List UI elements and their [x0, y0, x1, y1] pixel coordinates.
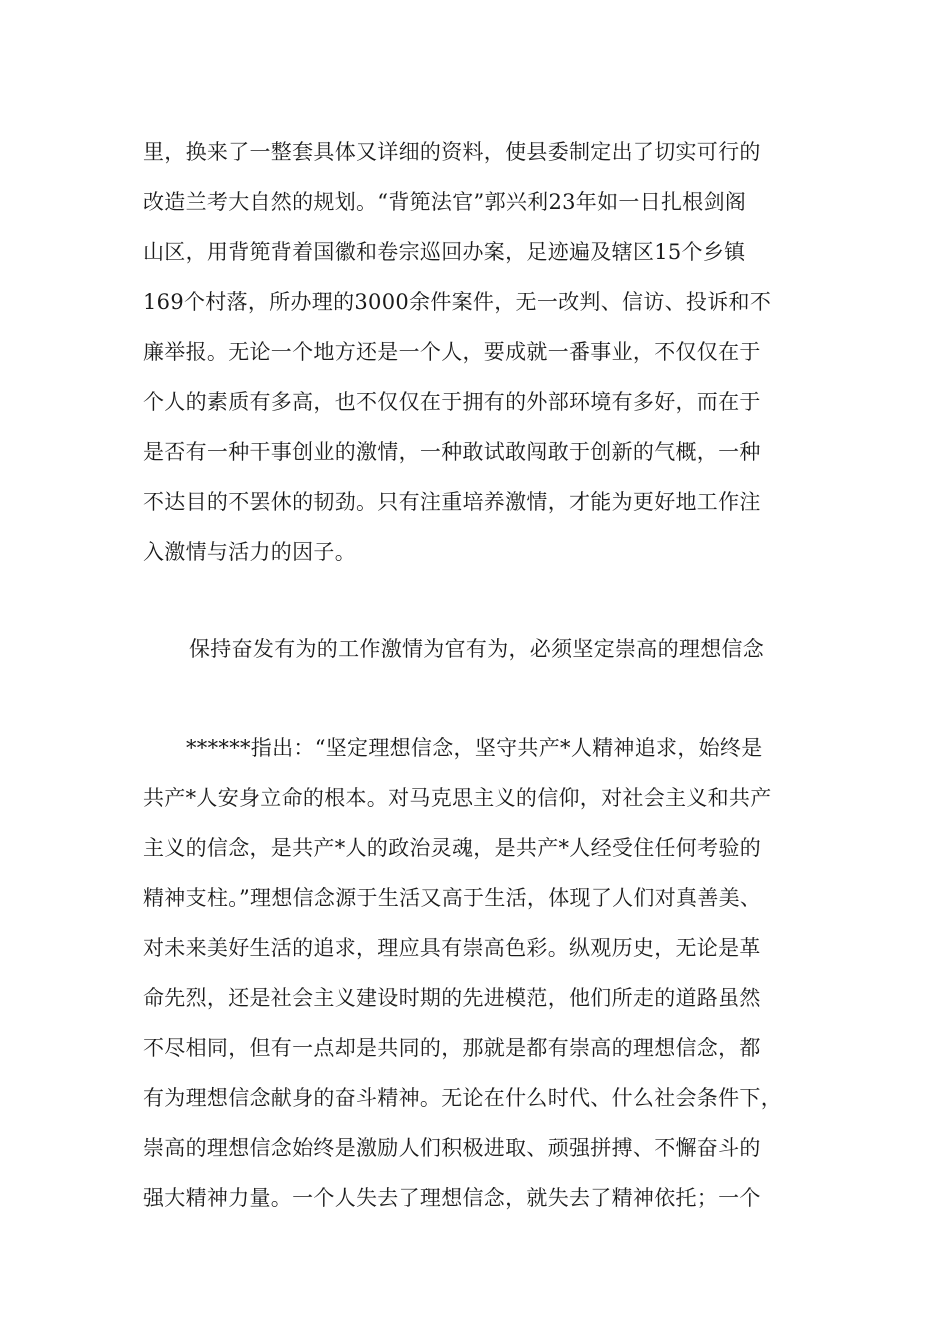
text-line: 对未来美好生活的追求，理应具有崇高色彩。纵观历史，无论是革 — [143, 936, 761, 960]
text-line: 精神支柱。”理想信念源于生活又高于生活，体现了人们对真善美、 — [143, 886, 762, 910]
text-line: 命先烈，还是社会主义建设时期的先进模范，他们所走的道路虽然 — [143, 986, 761, 1010]
text-line: 改造兰考大自然的规划。“背篼法官”郭兴利23年如一日扎根剑阁 — [143, 190, 747, 214]
text-line: 入激情与活力的因子。 — [143, 540, 356, 564]
text-line: 共产*人安身立命的根本。对马克思主义的信仰，对社会主义和共产 — [143, 786, 772, 810]
text-line: 169个村落，所办理的3000余件案件，无一改判、信访、投诉和不 — [143, 290, 772, 314]
text-line: 有为理想信念献身的奋斗精神。无论在什么时代、什么社会条件下， — [143, 1086, 782, 1110]
text-line: 里，换来了一整套具体又详细的资料，使县委制定出了切实可行的 — [143, 140, 761, 164]
text-line: 是否有一种干事创业的激情，一种敢试敢闯敢于创新的气概，一种 — [143, 440, 761, 464]
text-line: 不尽相同，但有一点却是共同的，那就是都有崇高的理想信念，都 — [143, 1036, 761, 1060]
section-heading: 保持奋发有为的工作激情为官有为，必须坚定崇高的理想信念 — [189, 637, 765, 661]
text-line: 个人的素质有多高，也不仅仅在于拥有的外部环境有多好，而在于 — [143, 390, 761, 414]
text-line: ******指出：“坚定理想信念，坚守共产*人精神追求，始终是 — [186, 736, 763, 760]
text-line: 山区，用背篼背着国徽和卷宗巡回办案，足迹遍及辖区15个乡镇 — [143, 240, 746, 264]
text-line: 强大精神力量。一个人失去了理想信念，就失去了精神依托；一个 — [143, 1186, 761, 1210]
text-line: 崇高的理想信念始终是激励人们积极进取、顽强拼搏、不懈奋斗的 — [143, 1136, 761, 1160]
text-line: 主义的信念，是共产*人的政治灵魂，是共产*人经受住任何考验的 — [143, 836, 761, 860]
text-line: 廉举报。无论一个地方还是一个人，要成就一番事业，不仅仅在于 — [143, 340, 761, 364]
text-line: 不达目的不罢休的韧劲。只有注重培养激情，才能为更好地工作注 — [143, 490, 761, 514]
